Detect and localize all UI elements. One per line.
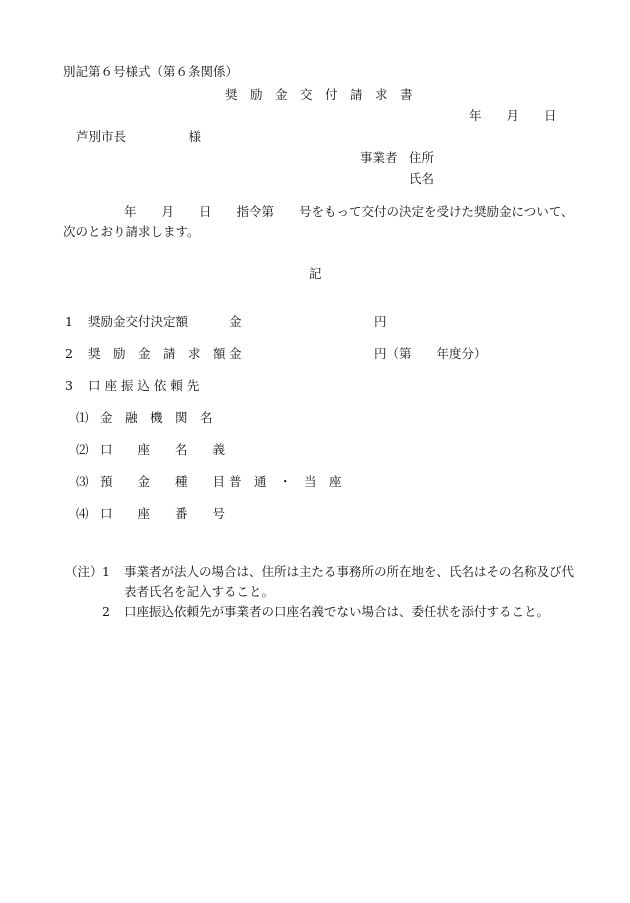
note1-line2: 表者氏名を記入すること。 bbox=[124, 584, 275, 599]
ki-label: 記 bbox=[309, 266, 322, 281]
date-line: 年 月 日 bbox=[469, 108, 557, 123]
document-title: 奨 励 金 交 付 請 求 書 bbox=[225, 87, 413, 102]
note1-number: 1 bbox=[102, 564, 110, 579]
item3-number: 3 bbox=[65, 378, 73, 393]
sub3-number: ⑶ bbox=[76, 474, 89, 489]
item2-label: 奨 励 金 請 求 額 bbox=[88, 346, 226, 361]
sub4-label: 口 座 番 号 bbox=[100, 506, 226, 521]
applicant-address-label: 住所 bbox=[409, 150, 435, 165]
body-line-2: 次のとおり請求します。 bbox=[63, 224, 200, 239]
applicant-business-label: 事業者 bbox=[360, 150, 398, 165]
sub2-label: 口 座 名 義 bbox=[100, 442, 226, 457]
item2-unit: 円（第 年度分） bbox=[374, 346, 487, 361]
sub1-number: ⑴ bbox=[76, 410, 89, 425]
item2-number: 2 bbox=[65, 346, 73, 361]
item1-unit: 円 bbox=[374, 314, 387, 329]
notes-prefix: （注） bbox=[65, 564, 103, 579]
item1-kin: 金 bbox=[229, 314, 242, 329]
item3-label: 口 座 振 込 依 頼 先 bbox=[88, 378, 200, 393]
item2-kin: 金 bbox=[229, 346, 242, 361]
addressee: 芦別市長 様 bbox=[76, 129, 202, 144]
note1-line1: 事業者が法人の場合は、住所は主たる事務所の所在地を、氏名はその名称及び代 bbox=[124, 564, 575, 579]
note2-number: 2 bbox=[102, 604, 110, 619]
note2-line1: 口座振込依頼先が事業者の口座名義でない場合は、委任状を添付すること。 bbox=[124, 604, 550, 619]
item1-label: 奨励金交付決定額 bbox=[88, 314, 189, 329]
sub3-label: 預 金 種 目 bbox=[100, 474, 226, 489]
sub2-number: ⑵ bbox=[76, 442, 89, 457]
item1-number: 1 bbox=[65, 314, 73, 329]
applicant-name-label: 氏名 bbox=[409, 171, 435, 186]
sub1-label: 金 融 機 関 名 bbox=[100, 410, 213, 425]
body-line-1: 年 月 日 指令第 号をもって交付の決定を受けた奨励金について、 bbox=[124, 204, 574, 219]
form-id-label: 別記第６号様式（第６条関係） bbox=[63, 64, 239, 79]
sub3-value: 普 通 ・ 当 座 bbox=[229, 474, 342, 489]
sub4-number: ⑷ bbox=[76, 506, 89, 521]
